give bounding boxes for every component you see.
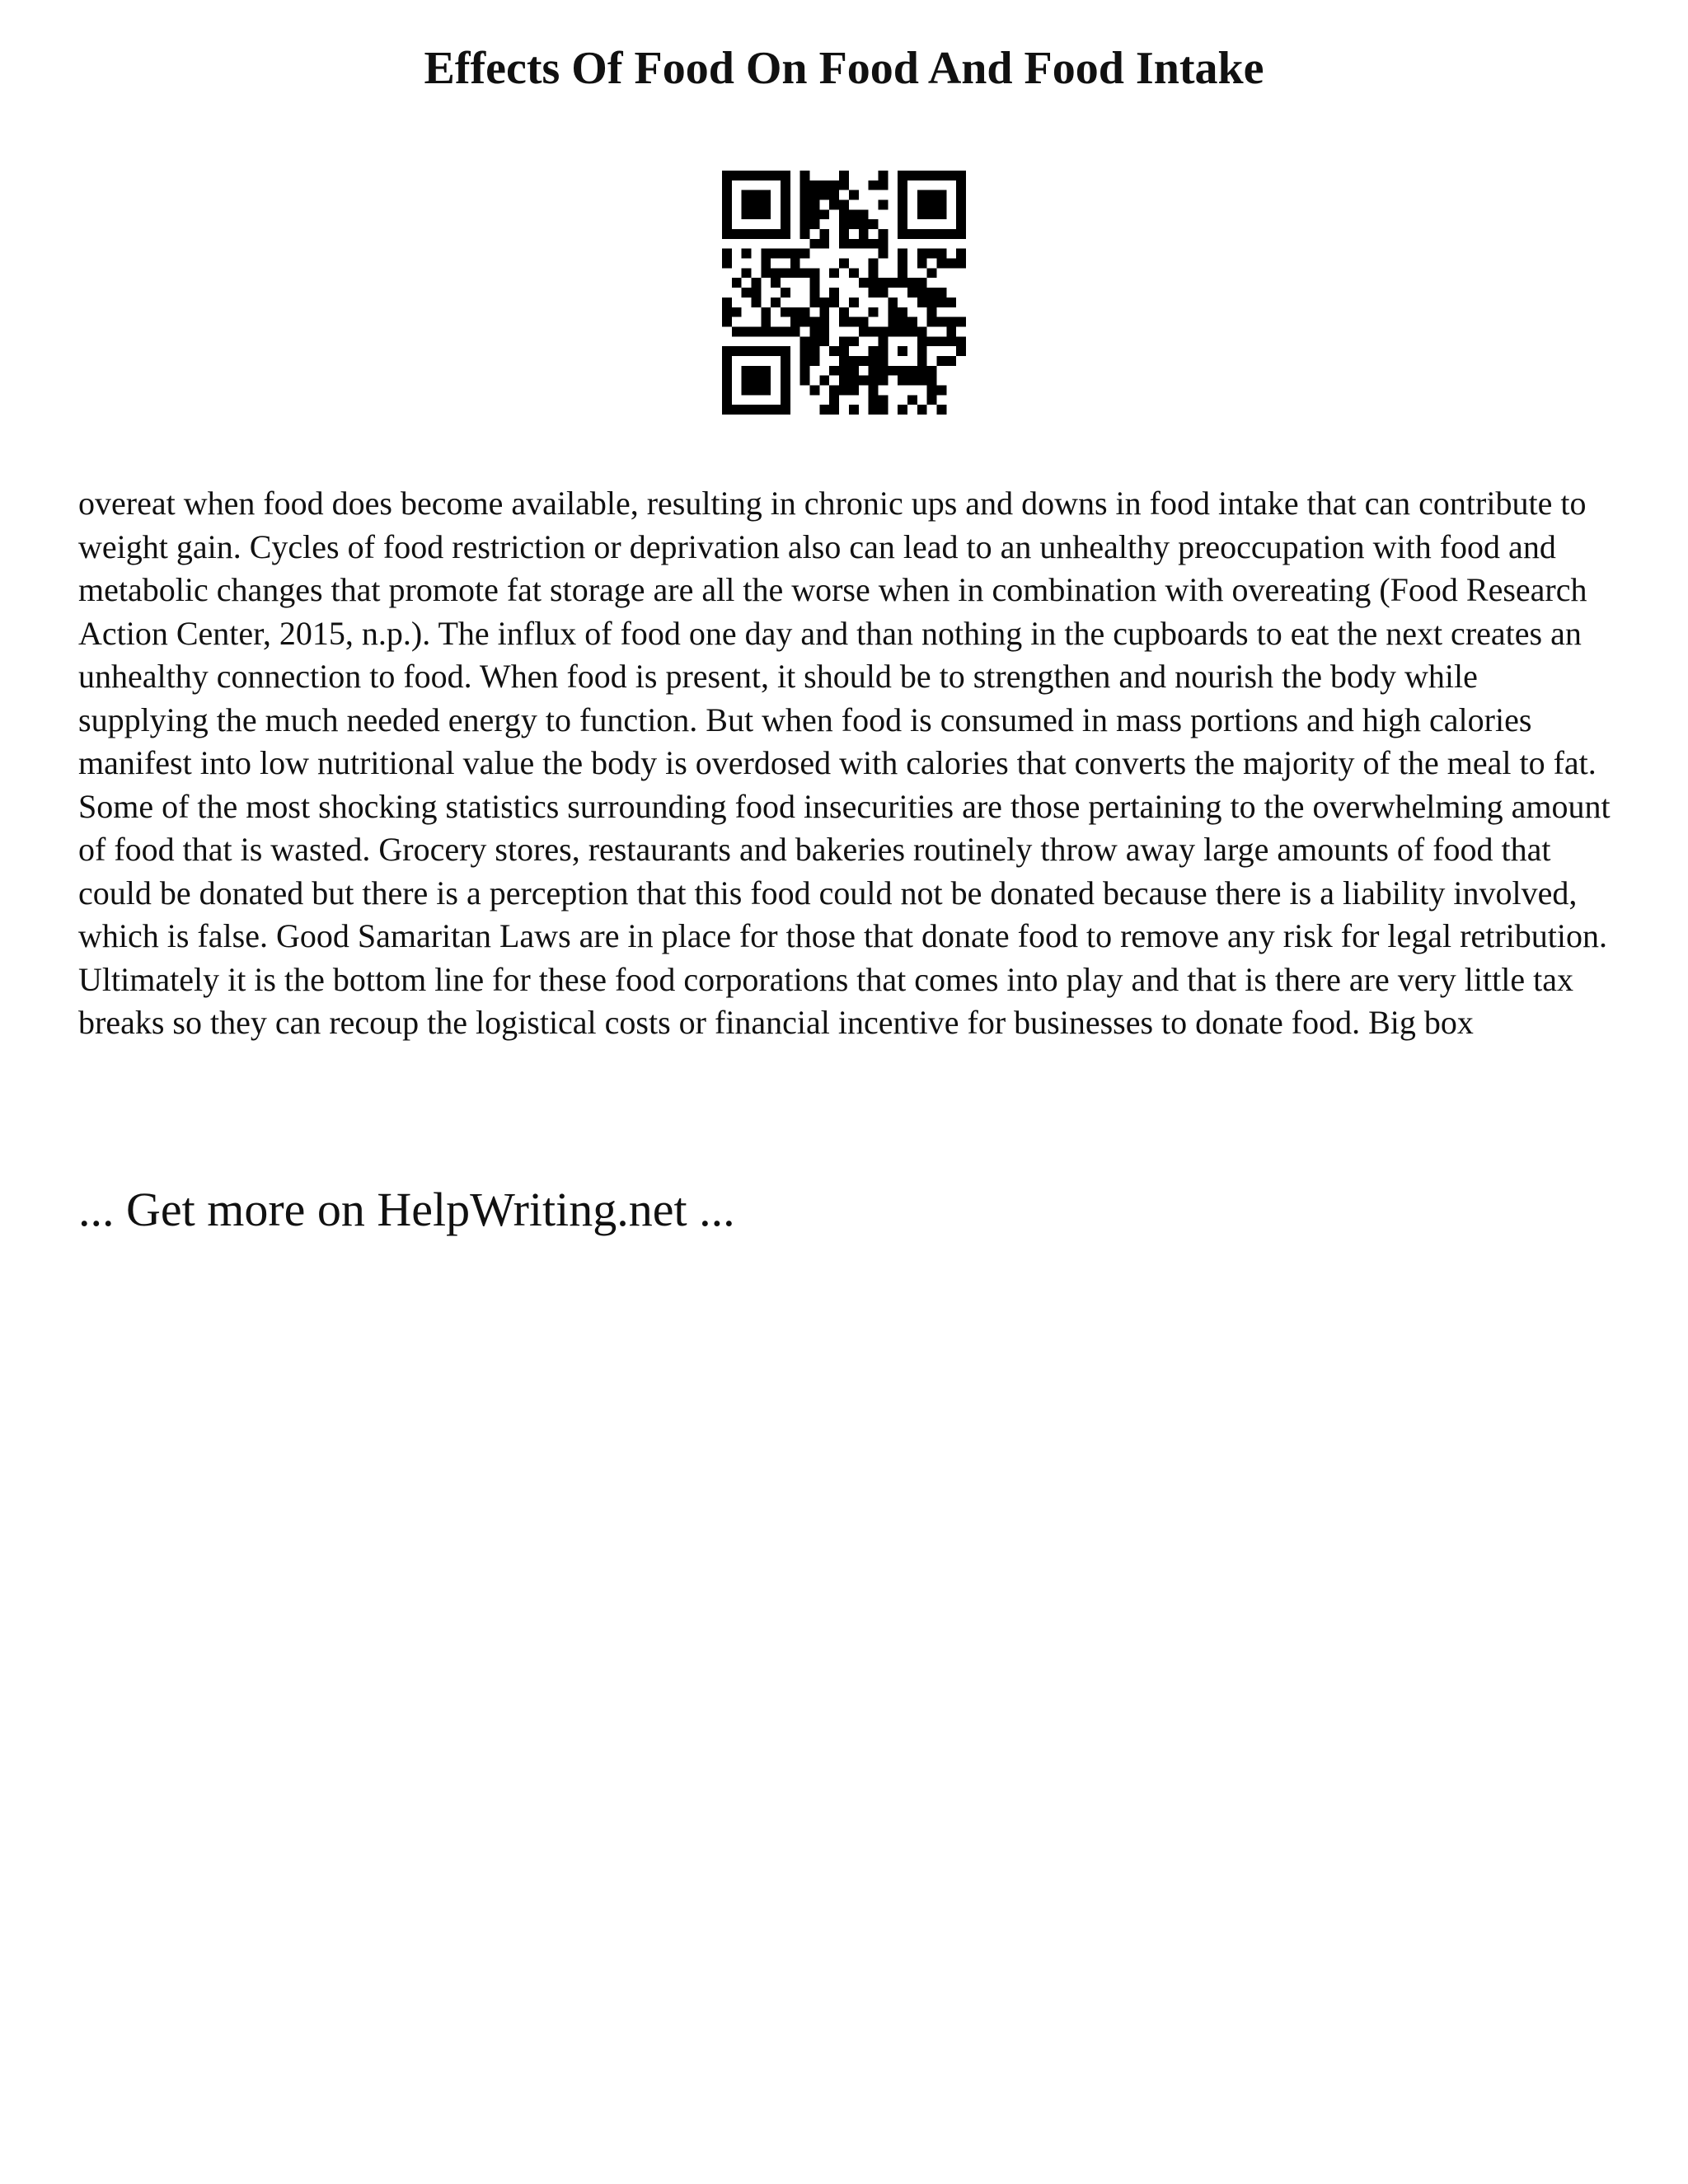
body-text xyxy=(78,482,1611,1045)
get-more-link[interactable]: ... Get more on HelpWriting.net ... xyxy=(78,1183,735,1236)
paragraph: Some of the most shocking statistics surrounding food insecurities are those pertaining to the overwhelming amount of food that is wasted. Grocery stores, restaurants and bakeries routinely throw away large amounts of food that could be donated but there is a perception that this food could not be donated because there is a liability involved, which is false. Good Samaritan Laws are in place for those that donate food to remove any risk for legal retribution. Ultimately it is the bottom line for these food corporations that comes into play and that is there are very little tax breaks so they can recoup the logistical costs or financial incentive for businesses to donate food. Big box xyxy=(78,787,1611,1041)
qr-code xyxy=(722,171,966,415)
document-title: Effects Of Food On Food And Food Intake xyxy=(424,43,1264,94)
paragraph: overeat when food does become available, resulting in chronic ups and downs in food intake that can contribute to weight gain. Cycles of food restriction or deprivation also can lead to an unhealthy preoccupation with food and metabolic changes that promote fat storage are all the worse when in combination with overeating (Food Research Action Center, 2015, n.p.). The influx of food one day and than nothing in the cupboards to eat the next creates an unhealthy connection to food. When food is present, it should be to strengthen and nourish the body while supplying the much needed energy to function. But when food is consumed in mass portions and high calories manifest into low nutritional value the body is overdosed with calories that converts the majority of the meal to fat. xyxy=(78,485,1597,781)
